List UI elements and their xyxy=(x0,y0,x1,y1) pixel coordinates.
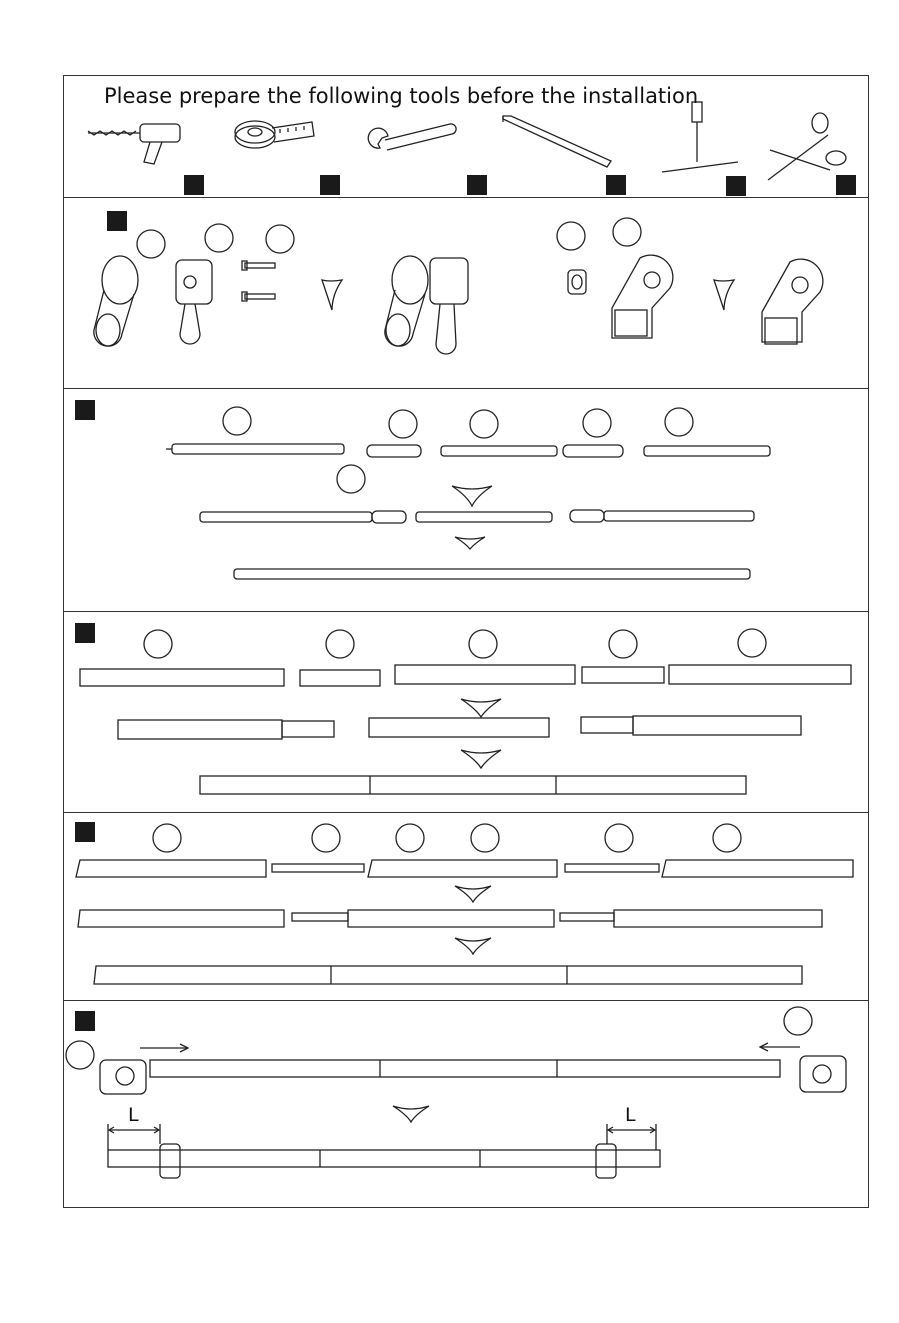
profile-rail-subassemblies xyxy=(78,910,822,927)
wrench-icon xyxy=(368,124,456,150)
insert-arrow-left xyxy=(140,1044,188,1052)
hex-key-icon xyxy=(503,116,611,167)
square-bar-subassemblies xyxy=(118,716,801,739)
arrow-step-1a xyxy=(322,280,342,310)
final-assembly xyxy=(108,1144,660,1178)
assembled-square-bar xyxy=(200,776,746,794)
arrow-step-4b xyxy=(455,938,491,954)
tube-parts-row xyxy=(166,444,770,457)
arrow-step-4a xyxy=(455,886,491,902)
tools-instruction-title: Please prepare the following tools before the installation xyxy=(104,84,699,108)
bracket-plate-part xyxy=(612,255,673,338)
profile-rail-parts xyxy=(76,860,853,877)
tube-subassemblies xyxy=(200,510,754,523)
dimension-marker-right xyxy=(607,1124,656,1150)
assembled-profile-rail xyxy=(94,966,802,984)
arrow-step-1b xyxy=(714,280,734,310)
bar-before-brackets xyxy=(150,1060,780,1077)
tape-measure-icon xyxy=(235,121,314,148)
t-handle-tool-icon xyxy=(662,102,738,172)
arrow-step-5 xyxy=(393,1106,429,1122)
part-circle-group-4 xyxy=(153,824,741,852)
screw-parts xyxy=(242,261,275,301)
clamp-hook-part xyxy=(176,260,212,344)
end-bracket-right xyxy=(800,1056,846,1092)
arrow-step-3b xyxy=(461,750,501,768)
assembled-bracket xyxy=(385,256,468,354)
end-bracket-left xyxy=(100,1060,146,1094)
drill-icon xyxy=(88,124,180,164)
arrow-step-3a xyxy=(461,699,501,717)
dimension-marker-left xyxy=(108,1124,160,1150)
dimension-label-left: L xyxy=(128,1104,139,1126)
dimension-label-right: L xyxy=(625,1104,636,1126)
arrow-step-2b xyxy=(455,537,485,549)
bushing-part xyxy=(568,270,586,294)
square-bar-parts xyxy=(80,665,851,686)
bracket-arm-part xyxy=(94,256,138,346)
assembled-bracket-plate xyxy=(762,259,823,344)
arrow-step-2a xyxy=(452,486,492,506)
part-circle-group-1 xyxy=(137,218,641,258)
part-circle-group-3 xyxy=(144,629,766,658)
insert-arrow-right xyxy=(760,1043,800,1051)
assembled-tube xyxy=(234,569,750,579)
scissors-icon xyxy=(768,113,846,180)
